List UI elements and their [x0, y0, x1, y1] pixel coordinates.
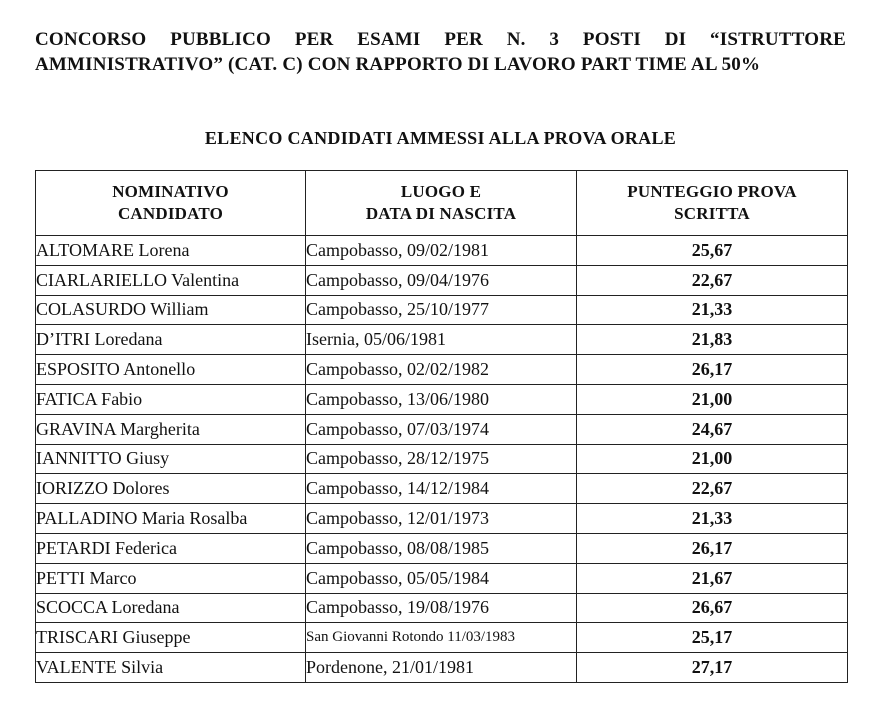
candidate-name-cell: ESPOSITO Antonello [36, 355, 306, 385]
column-header-name [36, 171, 306, 236]
table-row [36, 355, 848, 385]
written-score-cell: 22,67 [577, 265, 848, 295]
written-score-cell: 21,33 [577, 504, 848, 534]
table-row [36, 504, 848, 534]
column-header-name-line1: NOMINATIVO [112, 182, 229, 201]
table-body [36, 236, 848, 683]
table-row [36, 236, 848, 266]
written-score-cell: 21,33 [577, 295, 848, 325]
written-score-cell: 21,00 [577, 444, 848, 474]
column-header-score [577, 171, 848, 236]
candidate-name-cell: IORIZZO Dolores [36, 474, 306, 504]
birth-place-date-cell: Pordenone, 21/01/1981 [306, 653, 577, 683]
table-row [36, 563, 848, 593]
candidate-name-cell: CIARLARIELLO Valentina [36, 265, 306, 295]
birth-place-date-cell: Campobasso, 07/03/1974 [306, 414, 577, 444]
document-heading [35, 27, 846, 77]
column-header-name-line2: CANDIDATO [117, 204, 224, 223]
candidate-name-cell: D’ITRI Loredana [36, 325, 306, 355]
birth-place-date-cell: San Giovanni Rotondo 11/03/1983 [306, 623, 577, 653]
candidate-name-cell: GRAVINA Margherita [36, 414, 306, 444]
written-score-cell: 21,67 [577, 563, 848, 593]
candidate-name-cell: SCOCCA Loredana [36, 593, 306, 623]
candidate-name-cell: IANNITTO Giusy [36, 444, 306, 474]
written-score-cell: 26,17 [577, 355, 848, 385]
heading-line-1: CONCORSO PUBBLICO PER ESAMI PER N. 3 POSTI DI “ISTRUTTORE [35, 29, 846, 50]
column-header-score-line1: PUNTEGGIO PROVA [627, 182, 797, 201]
birth-place-date-cell: Campobasso, 13/06/1980 [306, 384, 577, 414]
table-header-row [36, 171, 848, 236]
table-row [36, 623, 848, 653]
birth-place-date-cell: Campobasso, 09/02/1981 [306, 236, 577, 266]
candidate-name-cell: TRISCARI Giuseppe [36, 623, 306, 653]
column-header-birth-line2: DATA DI NASCITA [365, 204, 517, 223]
candidate-name-cell: PALLADINO Maria Rosalba [36, 504, 306, 534]
birth-place-date-cell: Campobasso, 09/04/1976 [306, 265, 577, 295]
written-score-cell: 24,67 [577, 414, 848, 444]
column-header-score-line2: SCRITTA [674, 204, 750, 223]
candidate-name-cell: FATICA Fabio [36, 384, 306, 414]
birth-place-date-cell: Campobasso, 12/01/1973 [306, 504, 577, 534]
table-row [36, 653, 848, 683]
table-row [36, 295, 848, 325]
written-score-cell: 21,00 [577, 384, 848, 414]
column-header-birth [306, 171, 577, 236]
written-score-cell: 25,17 [577, 623, 848, 653]
candidate-name-cell: PETARDI Federica [36, 533, 306, 563]
heading-line-2: AMMINISTRATIVO” (CAT. C) CON RAPPORTO DI LAVORO PART TIME AL 50% [35, 54, 761, 75]
birth-place-date-cell: Campobasso, 19/08/1976 [306, 593, 577, 623]
candidates-table [35, 170, 848, 683]
written-score-cell: 25,67 [577, 236, 848, 266]
candidate-name-cell: COLASURDO William [36, 295, 306, 325]
written-score-cell: 26,67 [577, 593, 848, 623]
table-row [36, 474, 848, 504]
birth-place-date-cell: Campobasso, 08/08/1985 [306, 533, 577, 563]
table-row [36, 384, 848, 414]
list-subtitle: ELENCO CANDIDATI AMMESSI ALLA PROVA ORALE [204, 128, 677, 148]
candidate-name-cell: ALTOMARE Lorena [36, 236, 306, 266]
candidate-name-cell: VALENTE Silvia [36, 653, 306, 683]
table-header [36, 171, 848, 236]
written-score-cell: 21,83 [577, 325, 848, 355]
birth-place-date-cell: Campobasso, 25/10/1977 [306, 295, 577, 325]
written-score-cell: 26,17 [577, 533, 848, 563]
birth-place-date-cell: Campobasso, 28/12/1975 [306, 444, 577, 474]
table-row [36, 265, 848, 295]
birth-place-date-cell: Campobasso, 02/02/1982 [306, 355, 577, 385]
table-row [36, 325, 848, 355]
written-score-cell: 22,67 [577, 474, 848, 504]
table-row [36, 533, 848, 563]
written-score-cell: 27,17 [577, 653, 848, 683]
table-row [36, 593, 848, 623]
birth-place-date-cell: Isernia, 05/06/1981 [306, 325, 577, 355]
birth-place-date-cell: Campobasso, 05/05/1984 [306, 563, 577, 593]
candidate-name-cell: PETTI Marco [36, 563, 306, 593]
table-row [36, 444, 848, 474]
table-row [36, 414, 848, 444]
column-header-birth-line1: LUOGO E [400, 182, 482, 201]
birth-place-date-cell: Campobasso, 14/12/1984 [306, 474, 577, 504]
